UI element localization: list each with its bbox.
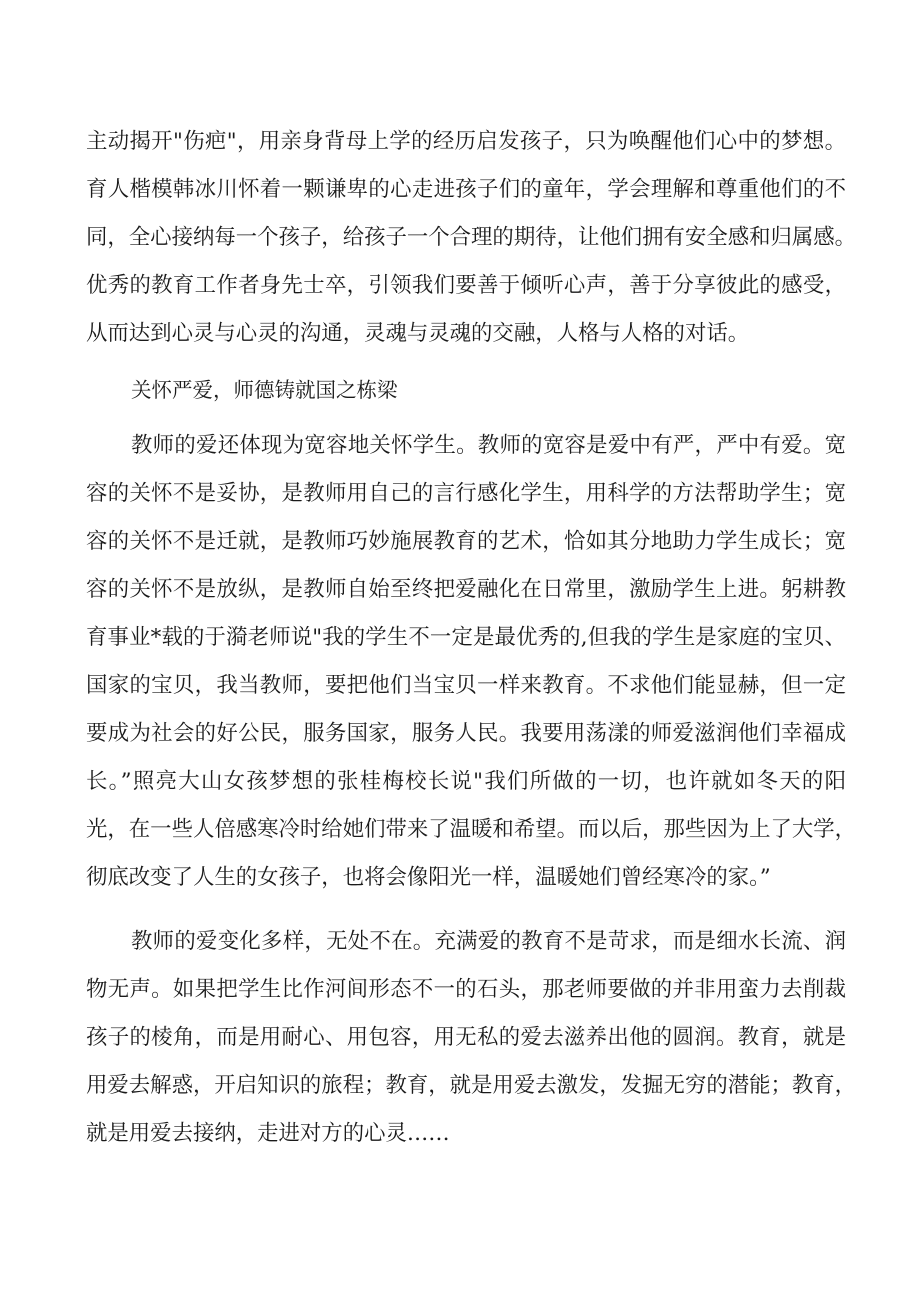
paragraph-line: 优秀的教育工作者身先士卒，引领我们要善于倾听心声，善于分享彼此的感受， <box>86 273 846 298</box>
paragraph-line: 就是用爱去接纳，走进对方的心灵…… <box>86 1121 450 1146</box>
paragraph-line: 用爱去解惑，开启知识的旅程；教育，就是用爱去激发，发掘无穷的潜能；教育， <box>86 1073 857 1098</box>
paragraph-line: 同，全心接纳每一个孩子，给孩子一个合理的期待，让他们拥有安全感和归属感。 <box>86 225 857 250</box>
paragraph-line: 彻底改变了人生的女孩子，也将会像阳光一样，温暖她们曾经寒冷的家。” <box>86 865 771 890</box>
paragraph-line: 容的关怀不是放纵，是教师自始至终把爱融化在日常里，激励学生上进。躬耕教 <box>86 577 846 602</box>
paragraph-line: 容的关怀不是迁就，是教师巧妙施展教育的艺术，恰如其分地助力学生成长；宽 <box>86 529 846 554</box>
paragraph-line: 物无声。如果把学生比作河间形态不一的石头，那老师要做的并非用蛮力去削裁 <box>86 977 846 1002</box>
paragraph-line: 要成为社会的好公民，服务国家，服务人民。我要用荡漾的师爱滋润他们幸福成 <box>86 721 846 746</box>
paragraph-line: 教师的爱变化多样，无处不在。充满爱的教育不是苛求，而是细水长流、润 <box>131 929 846 954</box>
paragraph-line: 主动揭开"伤疤"，用亲身背母上学的经历启发孩子，只为唤醒他们心中的梦想。 <box>86 129 846 154</box>
paragraph-line: 长。”照亮大山女孩梦想的张桂梅校长说"我们所做的一切，也许就如冬天的阳 <box>86 769 846 794</box>
section-heading: 关怀严爱，师德铸就国之栋梁 <box>131 378 398 402</box>
paragraph-line: 育事业*载的于漪老师说"我的学生不一定是最优秀的,但我的学生是家庭的宝贝、 <box>86 625 846 650</box>
paragraph-line: 教师的爱还体现为宽容地关怀学生。教师的宽容是爱中有严，严中有爱。宽 <box>131 433 846 458</box>
paragraph-line: 国家的宝贝，我当教师，要把他们当宝贝一样来教育。不求他们能显赫，但一定 <box>86 673 846 698</box>
paragraph-line: 育人楷模韩冰川怀着一颗谦卑的心走进孩子们的童年，学会理解和尊重他们的不 <box>86 177 846 202</box>
paragraph-line: 容的关怀不是妥协，是教师用自己的言行感化学生，用科学的方法帮助学生；宽 <box>86 481 846 506</box>
paragraph-line: 光，在一些人倍感寒冷时给她们带来了温暖和希望。而以后，那些因为上了大学， <box>86 817 857 842</box>
paragraph-line: 孩子的棱角，而是用耐心、用包容，用无私的爱去滋养出他的圆润。教育，就是 <box>86 1025 846 1050</box>
paragraph-line: 从而达到心灵与心灵的沟通，灵魂与灵魂的交融，人格与人格的对话。 <box>86 321 750 346</box>
